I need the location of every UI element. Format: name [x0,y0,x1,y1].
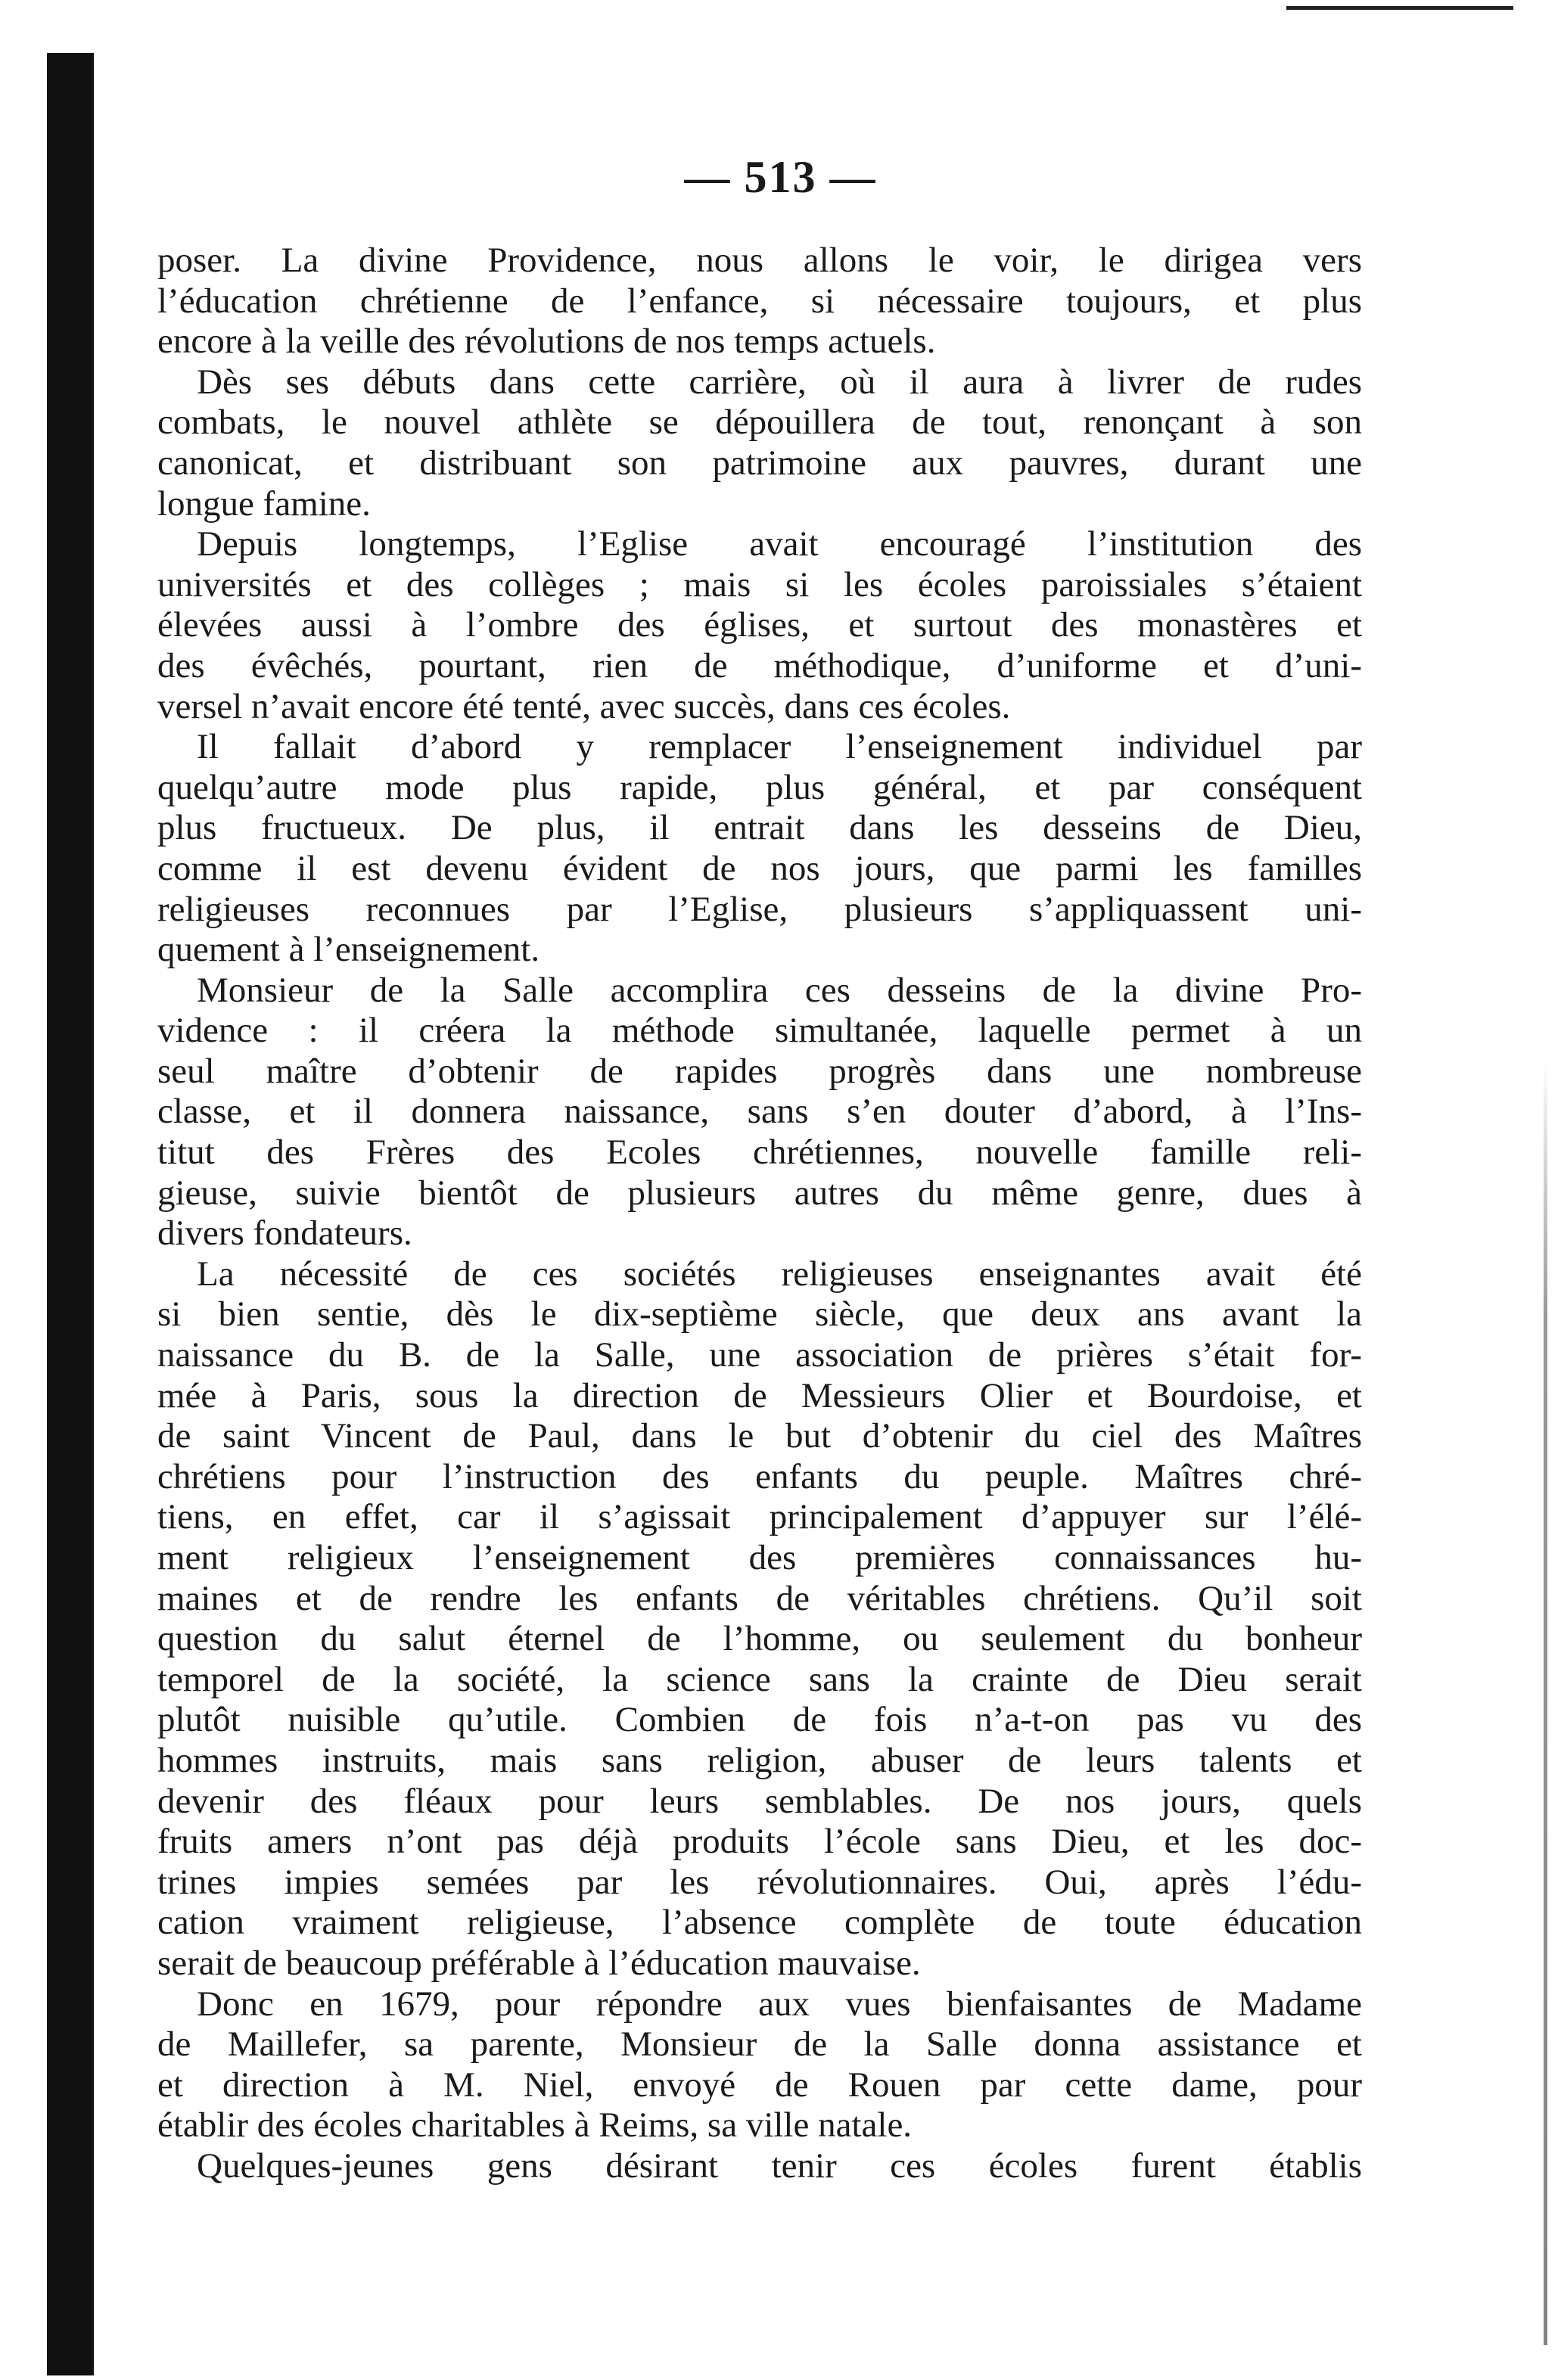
text-line: serait de beaucoup préférable à l’éducation mauvaise. [157,1943,921,1983]
text-line: quelqu’autre mode plus rapide, plus général, et par conséquent [157,767,1362,807]
text-line: ment religieux l’enseignement des premières connaissances hu- [157,1538,1362,1577]
text-line: combats, le nouvel athlète se dépouillera de tout, renonçant à son [157,402,1362,443]
text-line: si bien sentie, dès le dix-septième siècle, que deux ans avant la [157,1294,1362,1334]
text-line: Quelques-jeunes gens désirant tenir ces écoles furent établis [197,2145,1362,2186]
text-line: élevées aussi à l’ombre des églises, et surtout des monastères et [157,605,1362,645]
text-line: canonicat, et distribuant son patrimoine aux pauvres, durant une [157,443,1362,483]
text-line: encore à la veille des révolutions de nos temps actuels. [157,322,936,362]
text-line: devenir des fléaux pour leurs semblables. De nos jours, quels [157,1781,1362,1821]
text-line: Il fallait d’abord y remplacer l’enseignement individuel par [197,727,1362,767]
text-line: chrétiens pour l’instruction des enfants du peuple. Maîtres chré- [157,1456,1362,1496]
body-text [157,241,1362,2187]
text-line: universités et des collèges ; mais si les écoles paroissiales s’étaient [157,564,1362,604]
text-line: seul maître d’obtenir de rapides progrès dans une nombreuse [157,1051,1362,1091]
text-line: titut des Frères des Ecoles chrétiennes, nouvelle famille reli- [157,1133,1362,1173]
text-line: comme il est devenu évident de nos jours, que parmi les familles [157,848,1362,888]
text-line: de saint Vincent de Paul, dans le but d’obtenir du ciel des Maîtres [157,1416,1362,1456]
text-line: gieuse, suivie bientôt de plusieurs autres du même genre, dues à [157,1173,1362,1213]
text-line: établir des écoles charitables à Reims, sa ville natale. [157,2105,913,2145]
text-line: versel n’avait encore été tenté, avec succès, dans ces écoles. [157,686,1011,726]
text-line: tiens, en effet, car il s’agissait principalement d’appuyer sur l’élé- [157,1497,1362,1537]
text-line: poser. La divine Providence, nous allons le voir, le dirigea vers [157,241,1362,280]
text-line: trines impies semées par les révolutionnaires. Oui, après l’édu- [157,1862,1362,1902]
text-line: classe, et il donnera naissance, sans s’en douter d’abord, à l’Ins- [157,1092,1362,1132]
text-line: vidence : il créera la méthode simultanée, laquelle permet à un [157,1011,1362,1051]
scan-right-edge [1544,1059,1547,2345]
text-line: maines et de rendre les enfants de véritables chrétiens. Qu’il soit [157,1578,1362,1618]
text-line: divers fondateurs. [157,1213,412,1254]
text-line: La nécessité de ces sociétés religieuses enseignantes avait été [197,1254,1362,1294]
text-line: fruits amers n’ont pas déjà produits l’école sans Dieu, et les doc- [157,1822,1362,1862]
text-line: religieuses reconnues par l’Eglise, plusieurs s’appliquassent uni- [157,889,1362,929]
text-line: question du salut éternel de l’homme, ou seulement du bonheur [157,1619,1362,1659]
text-line: et direction à M. Niel, envoyé de Rouen par cette dame, pour [157,2065,1362,2105]
text-line: Dès ses débuts dans cette carrière, où il aura à livrer de rudes [197,362,1362,402]
text-line: quement à l’enseignement. [157,930,540,970]
text-line: plutôt nuisible qu’utile. Combien de fois n’a-t-on pas vu des [157,1700,1362,1740]
text-line: des évêchés, pourtant, rien de méthodique, d’uniforme et d’uni- [157,645,1362,685]
text-line: naissance du B. de la Salle, une association de prières s’était for- [157,1335,1362,1375]
page-number: — 513 — [684,152,877,202]
text-line: plus fructueux. De plus, il entrait dans les desseins de Dieu, [157,808,1362,848]
text-line: longue famine. [157,483,371,524]
text-line: temporel de la société, la science sans la crainte de Dieu serait [157,1659,1362,1699]
scan-top-rule [1286,6,1513,10]
text-line: hommes instruits, mais sans religion, abuser de leurs talents et [157,1740,1362,1780]
text-line: Depuis longtemps, l’Eglise avait encouragé l’institution des [197,524,1362,564]
text-line: de Maillefer, sa parente, Monsieur de la Salle donna assistance et [157,2024,1362,2065]
book-binding-edge [47,53,94,2375]
text-line: Donc en 1679, pour répondre aux vues bienfaisantes de Madame [197,1984,1362,2024]
text-line: Monsieur de la Salle accomplira ces desseins de la divine Pro- [197,970,1362,1010]
text-line: l’éducation chrétienne de l’enfance, si nécessaire toujours, et plus [157,281,1362,321]
text-line: mée à Paris, sous la direction de Messieurs Olier et Bourdoise, et [157,1375,1362,1415]
text-line: cation vraiment religieuse, l’absence complète de toute éducation [157,1903,1362,1943]
